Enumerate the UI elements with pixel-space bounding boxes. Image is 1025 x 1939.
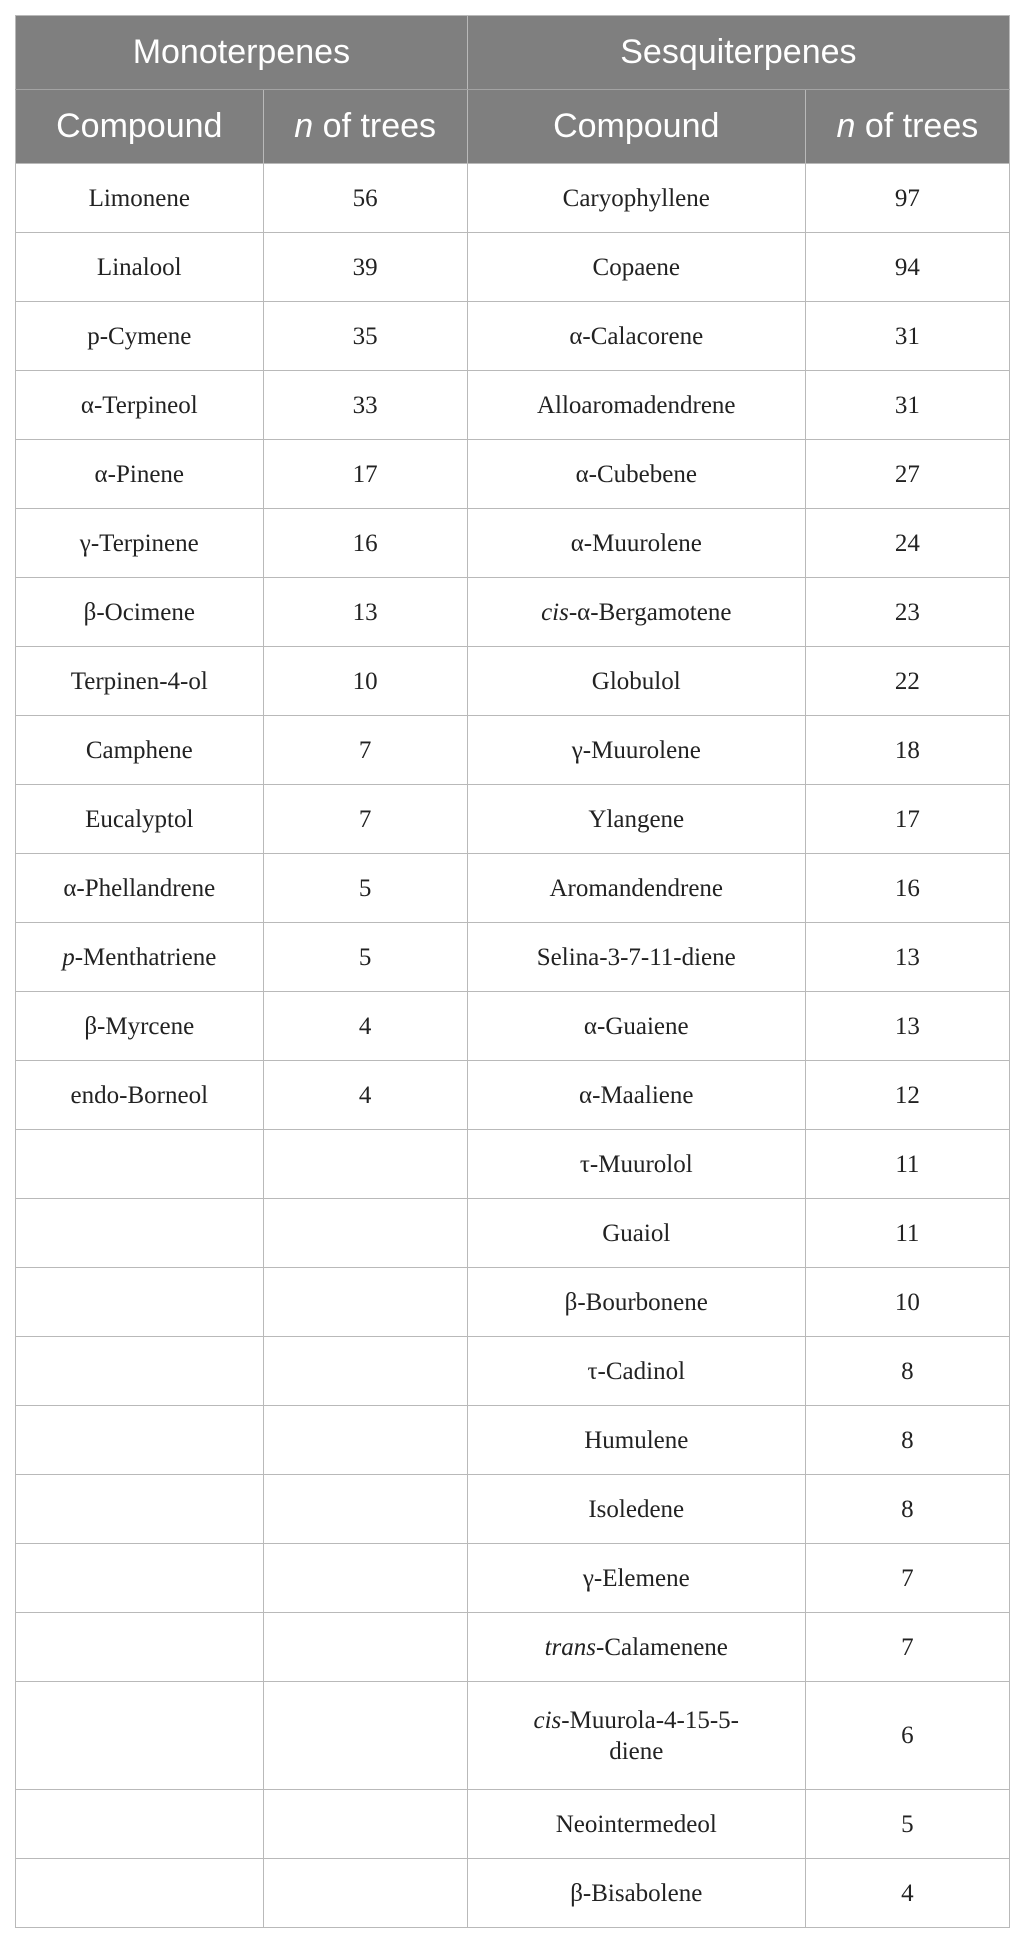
compound-cell bbox=[16, 1268, 264, 1337]
table-row bbox=[16, 1544, 1010, 1613]
italic-prefix: cis bbox=[533, 1706, 562, 1734]
compound-cell bbox=[16, 1859, 264, 1928]
compound-cell bbox=[467, 164, 805, 233]
compound-name: α-Guaiene bbox=[583, 1012, 689, 1040]
mono-n-header bbox=[263, 90, 467, 164]
compound-cell bbox=[467, 1859, 805, 1928]
tree-count-cell: 23 bbox=[805, 578, 1009, 647]
tree-count-cell: 27 bbox=[805, 440, 1009, 509]
compound-name: τ-Muurolol bbox=[579, 1150, 693, 1178]
table-row bbox=[16, 1199, 1010, 1268]
tree-count-cell: 8 bbox=[805, 1406, 1009, 1475]
tree-count-cell: 5 bbox=[805, 1790, 1009, 1859]
compound-name: Isoledene bbox=[588, 1495, 685, 1523]
tree-count-cell: 6 bbox=[805, 1682, 1009, 1790]
compound-cell bbox=[467, 716, 805, 785]
table-row bbox=[16, 1061, 1010, 1130]
compound-name: τ-Cadinol bbox=[587, 1357, 686, 1385]
terpene-table bbox=[15, 15, 1010, 1928]
table-row bbox=[16, 1613, 1010, 1682]
sesquiterpenes-group-header: Sesquiterpenes bbox=[467, 16, 1009, 90]
compound-cell bbox=[16, 371, 264, 440]
tree-count-cell: 33 bbox=[263, 371, 467, 440]
compound-name: p-Cymene bbox=[87, 322, 192, 350]
table-row bbox=[16, 1268, 1010, 1337]
compound-cell bbox=[467, 302, 805, 371]
table-row bbox=[16, 440, 1010, 509]
compound-cell bbox=[467, 1130, 805, 1199]
compound-cell bbox=[467, 233, 805, 302]
compound-name: Caryophyllene bbox=[562, 184, 710, 212]
compound-cell bbox=[467, 1613, 805, 1682]
compound-cell bbox=[467, 785, 805, 854]
tree-count-cell: 39 bbox=[263, 233, 467, 302]
tree-count-cell: 5 bbox=[263, 854, 467, 923]
compound-name: β-Bisabolene bbox=[570, 1879, 703, 1907]
compound-name: γ-Elemene bbox=[582, 1564, 690, 1592]
compound-name: Globulol bbox=[591, 667, 681, 695]
compound-name: Humulene bbox=[584, 1426, 689, 1454]
compound-cell bbox=[16, 1130, 264, 1199]
compound-name: Alloaromadendrene bbox=[536, 391, 736, 419]
compound-cell bbox=[467, 578, 805, 647]
compound-name: Linalool bbox=[96, 253, 182, 281]
compound-name: Selina-3-7-11-diene bbox=[536, 943, 736, 971]
compound-cell bbox=[467, 1268, 805, 1337]
tree-count-cell: 7 bbox=[805, 1613, 1009, 1682]
table-row bbox=[16, 509, 1010, 578]
compound-name: α-Phellandrene bbox=[63, 874, 216, 902]
compound-cell bbox=[16, 1061, 264, 1130]
table-row bbox=[16, 923, 1010, 992]
n-symbol: n bbox=[294, 107, 314, 145]
compound-cell bbox=[16, 716, 264, 785]
monoterpenes-group-header: Monoterpenes bbox=[16, 16, 468, 90]
table-row bbox=[16, 1859, 1010, 1928]
compound-cell bbox=[16, 233, 264, 302]
tree-count-cell bbox=[263, 1790, 467, 1859]
compound-name: α-Maaliene bbox=[579, 1081, 694, 1109]
tree-count-cell: 8 bbox=[805, 1475, 1009, 1544]
table-row bbox=[16, 854, 1010, 923]
compound-cell bbox=[16, 1682, 264, 1790]
compound-name: β-Bourbonene bbox=[564, 1288, 708, 1316]
group-header-row bbox=[16, 16, 1010, 90]
compound-cell bbox=[16, 923, 264, 992]
tree-count-cell: 17 bbox=[263, 440, 467, 509]
tree-count-cell: 11 bbox=[805, 1130, 1009, 1199]
compound-cell bbox=[16, 302, 264, 371]
compound-name: Limonene bbox=[88, 184, 190, 212]
italic-prefix: p bbox=[62, 943, 75, 971]
tree-count-cell: 17 bbox=[805, 785, 1009, 854]
compound-cell bbox=[467, 371, 805, 440]
table-row bbox=[16, 716, 1010, 785]
compound-cell bbox=[16, 509, 264, 578]
compound-cell bbox=[467, 647, 805, 716]
tree-count-cell: 7 bbox=[263, 785, 467, 854]
compound-name: endo-Borneol bbox=[70, 1081, 209, 1109]
compound-name: Terpinen-4-ol bbox=[70, 667, 208, 695]
table-row bbox=[16, 647, 1010, 716]
tree-count-cell: 5 bbox=[263, 923, 467, 992]
table-row bbox=[16, 1130, 1010, 1199]
tree-count-cell bbox=[263, 1130, 467, 1199]
compound-cell bbox=[16, 785, 264, 854]
compound-name: β-Myrcene bbox=[84, 1012, 195, 1040]
table-row bbox=[16, 1682, 1010, 1790]
table-row bbox=[16, 992, 1010, 1061]
tree-count-cell: 4 bbox=[805, 1859, 1009, 1928]
compound-cell bbox=[16, 1337, 264, 1406]
tree-count-cell: 13 bbox=[805, 992, 1009, 1061]
compound-cell bbox=[16, 578, 264, 647]
tree-count-cell: 22 bbox=[805, 647, 1009, 716]
compound-cell bbox=[467, 1337, 805, 1406]
compound-name: β-Ocimene bbox=[83, 598, 195, 626]
table-row bbox=[16, 371, 1010, 440]
compound-name: γ-Terpinene bbox=[79, 529, 199, 557]
compound-name: -α-Bergamotene bbox=[568, 598, 732, 626]
tree-count-cell: 16 bbox=[263, 509, 467, 578]
tree-count-cell: 94 bbox=[805, 233, 1009, 302]
compound-name: Ylangene bbox=[588, 805, 685, 833]
table-row bbox=[16, 1790, 1010, 1859]
tree-count-cell bbox=[263, 1337, 467, 1406]
compound-cell bbox=[467, 923, 805, 992]
compound-cell bbox=[16, 1406, 264, 1475]
table-row bbox=[16, 164, 1010, 233]
tree-count-cell: 10 bbox=[263, 647, 467, 716]
compound-cell bbox=[467, 1061, 805, 1130]
sesq-n-header bbox=[805, 90, 1009, 164]
table-body bbox=[16, 164, 1010, 1928]
tree-count-cell bbox=[263, 1682, 467, 1790]
table-row bbox=[16, 1337, 1010, 1406]
compound-cell bbox=[467, 509, 805, 578]
n-suffix: of trees bbox=[855, 107, 979, 145]
compound-cell bbox=[16, 1475, 264, 1544]
compound-cell bbox=[16, 992, 264, 1061]
tree-count-cell: 35 bbox=[263, 302, 467, 371]
tree-count-cell: 31 bbox=[805, 371, 1009, 440]
tree-count-cell bbox=[263, 1859, 467, 1928]
compound-cell bbox=[467, 1790, 805, 1859]
tree-count-cell: 4 bbox=[263, 1061, 467, 1130]
tree-count-cell bbox=[263, 1613, 467, 1682]
compound-name: Camphene bbox=[85, 736, 193, 764]
compound-name: γ-Muurolene bbox=[571, 736, 701, 764]
tree-count-cell: 10 bbox=[805, 1268, 1009, 1337]
tree-count-cell bbox=[263, 1199, 467, 1268]
compound-cell bbox=[467, 1406, 805, 1475]
table-row bbox=[16, 1406, 1010, 1475]
compound-cell bbox=[467, 1682, 805, 1790]
tree-count-cell: 13 bbox=[263, 578, 467, 647]
tree-count-cell bbox=[263, 1406, 467, 1475]
tree-count-cell: 56 bbox=[263, 164, 467, 233]
compound-cell bbox=[467, 1475, 805, 1544]
compound-cell bbox=[16, 1790, 264, 1859]
table-row bbox=[16, 302, 1010, 371]
italic-prefix: trans bbox=[544, 1633, 597, 1661]
compound-cell bbox=[16, 1613, 264, 1682]
compound-cell bbox=[467, 854, 805, 923]
compound-cell bbox=[16, 647, 264, 716]
italic-prefix: cis bbox=[541, 598, 569, 626]
compound-name: Eucalyptol bbox=[85, 805, 194, 833]
tree-count-cell: 8 bbox=[805, 1337, 1009, 1406]
tree-count-cell bbox=[263, 1475, 467, 1544]
compound-name: Neointermedeol bbox=[555, 1810, 717, 1838]
tree-count-cell: 11 bbox=[805, 1199, 1009, 1268]
tree-count-cell: 18 bbox=[805, 716, 1009, 785]
compound-cell bbox=[16, 440, 264, 509]
tree-count-cell bbox=[263, 1544, 467, 1613]
compound-cell bbox=[16, 1199, 264, 1268]
compound-name: α-Calacorene bbox=[569, 322, 704, 350]
mono-compound-header: Compound bbox=[16, 90, 264, 164]
tree-count-cell: 7 bbox=[263, 716, 467, 785]
tree-count-cell: 7 bbox=[805, 1544, 1009, 1613]
tree-count-cell: 12 bbox=[805, 1061, 1009, 1130]
table-row bbox=[16, 785, 1010, 854]
compound-name: α-Terpineol bbox=[80, 391, 198, 419]
compound-name: Copaene bbox=[592, 253, 680, 281]
sesq-compound-header: Compound bbox=[467, 90, 805, 164]
tree-count-cell: 4 bbox=[263, 992, 467, 1061]
compound-name: α-Pinene bbox=[94, 460, 185, 488]
table-row bbox=[16, 1475, 1010, 1544]
column-header-row bbox=[16, 90, 1010, 164]
compound-cell bbox=[16, 1544, 264, 1613]
compound-cell bbox=[16, 854, 264, 923]
compound-cell bbox=[467, 440, 805, 509]
compound-name: -Muurola-4-15-5-diene bbox=[561, 1706, 740, 1765]
tree-count-cell: 13 bbox=[805, 923, 1009, 992]
tree-count-cell: 24 bbox=[805, 509, 1009, 578]
compound-cell bbox=[467, 1544, 805, 1613]
table-row bbox=[16, 233, 1010, 302]
compound-name: α-Muurolene bbox=[570, 529, 702, 557]
compound-cell bbox=[467, 992, 805, 1061]
table-row bbox=[16, 578, 1010, 647]
compound-name: Guaiol bbox=[602, 1219, 671, 1247]
n-suffix: of trees bbox=[313, 107, 437, 145]
tree-count-cell: 97 bbox=[805, 164, 1009, 233]
compound-name: Aromandendrene bbox=[549, 874, 724, 902]
tree-count-cell: 31 bbox=[805, 302, 1009, 371]
tree-count-cell bbox=[263, 1268, 467, 1337]
compound-name: -Calamenene bbox=[596, 1633, 728, 1661]
n-symbol: n bbox=[836, 107, 856, 145]
compound-cell bbox=[16, 164, 264, 233]
compound-name: α-Cubebene bbox=[575, 460, 697, 488]
tree-count-cell: 16 bbox=[805, 854, 1009, 923]
compound-name: -Menthatriene bbox=[74, 943, 217, 971]
compound-cell bbox=[467, 1199, 805, 1268]
